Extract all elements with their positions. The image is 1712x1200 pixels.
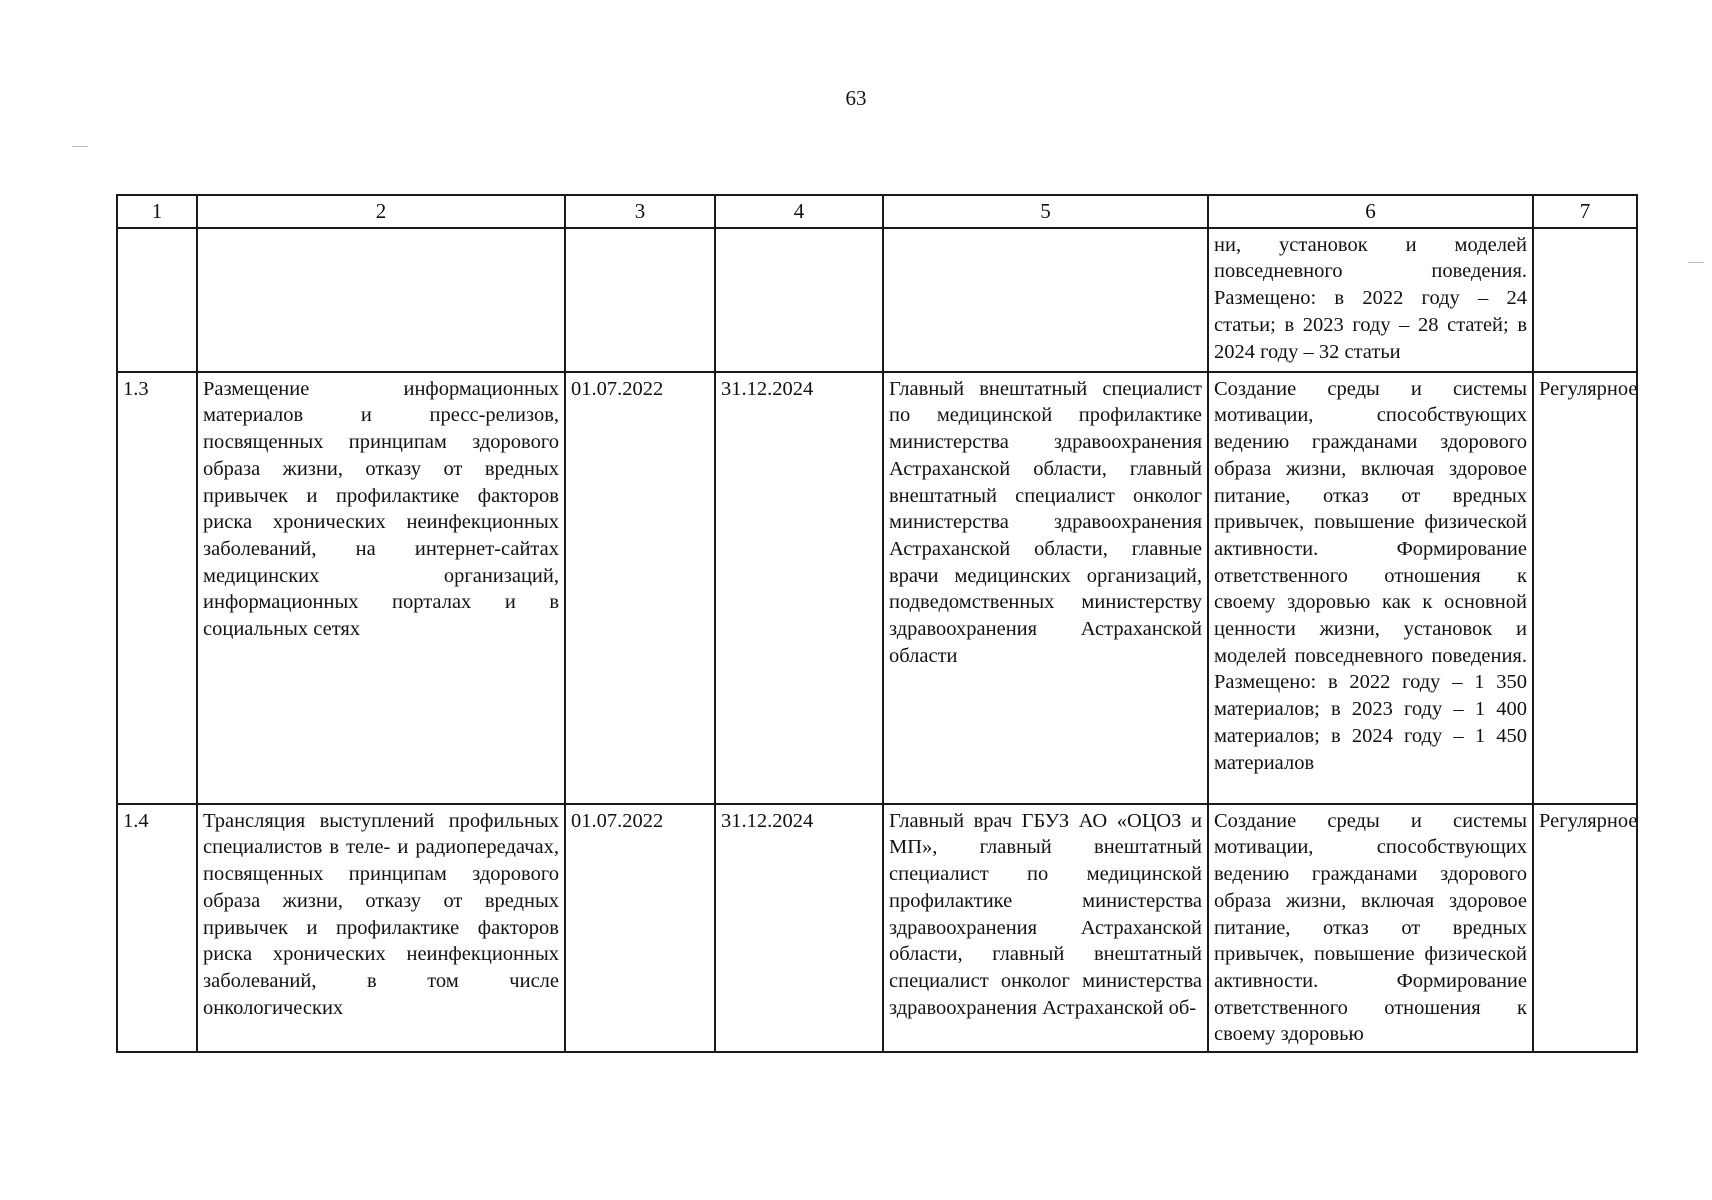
start-date: 01.07.2022 <box>565 372 715 804</box>
table-row <box>117 804 1637 1052</box>
header-col-7: 7 <box>1533 195 1637 228</box>
end-date: 31.12.2024 <box>715 372 883 804</box>
scan-mark-right <box>1688 262 1704 263</box>
cont-cell-3 <box>565 228 715 372</box>
cont-cell-result: ни, установок и моделей повседневного поведения. Размещено: в 2022 году – 24 статьи; в 2023 году – 28 статей; в 2024 году – 32 статьи <box>1208 228 1533 372</box>
row-number: 1.4 <box>117 804 197 1052</box>
cont-cell-5 <box>883 228 1208 372</box>
header-col-3: 3 <box>565 195 715 228</box>
header-col-5: 5 <box>883 195 1208 228</box>
cont-cell-4 <box>715 228 883 372</box>
responsible-executors: Главный врач ГБУЗ АО «ОЦОЗ и МП», главный внештатный специалист по медицинской профилактике министерства здравоохранения Астраханской области, главный внештатный специалист онколог министерства здравоохранения Астраханской об- <box>883 804 1208 1052</box>
measure-description: Размещение информационных материалов и пресс-релизов, посвященных принципам здорового образа жизни, отказу от вредных привычек и профилактике факторов риска хронических неинфекционных заболеваний, на интернет-сайтах медицинских организаций, информационных порталах и в социальных сетях <box>197 372 565 804</box>
measure-description: Трансляция выступлений профильных специалистов в теле- и радиопередачах, посвященных принципам здорового образа жизни, отказу от вредных привычек и профилактике факторов риска хронических неинфекционных заболеваний, в том числе онкологических <box>197 804 565 1052</box>
row-number: 1.3 <box>117 372 197 804</box>
table-row <box>117 372 1637 804</box>
header-col-1: 1 <box>117 195 197 228</box>
scan-mark-left <box>72 146 88 147</box>
continuation-row <box>117 228 1637 372</box>
frequency: Регулярное <box>1533 372 1637 804</box>
page-number: 63 <box>845 86 867 110</box>
header-col-4: 4 <box>715 195 883 228</box>
cont-cell-2 <box>197 228 565 372</box>
header-col-2: 2 <box>197 195 565 228</box>
header-row <box>117 195 1637 228</box>
cont-cell-7 <box>1533 228 1637 372</box>
end-date: 31.12.2024 <box>715 804 883 1052</box>
frequency: Регулярное <box>1533 804 1637 1052</box>
start-date: 01.07.2022 <box>565 804 715 1052</box>
header-col-6: 6 <box>1208 195 1533 228</box>
measures-table <box>116 194 1638 1053</box>
responsible-executors: Главный внештатный специалист по медицинской профилактике министерства здравоохранения Астраханской области, главный внештатный специалист онколог министерства здравоохранения Астраханской области, главные врачи медицинских организаций, подведомственных министерству здравоохранения Астраханской области <box>883 372 1208 804</box>
expected-result: Создание среды и системы мотивации, способствующих ведению гражданами здорового образа жизни, включая здоровое питание, отказ от вредных привычек, повышение физической активности. Формирование ответственного отношения к своему здоровью как к основной ценности жизни, установок и моделей повседневного поведения. Размещено: в 2022 году – 1 350 материалов; в 2023 году – 1 400 материалов; в 2024 году – 1 450 материалов <box>1208 372 1533 804</box>
cont-cell-1 <box>117 228 197 372</box>
expected-result: Создание среды и системы мотивации, способствующих ведению гражданами здорового образа жизни, включая здоровое питание, отказ от вредных привычек, повышение физической активности. Формирование ответственного отношения к своему здоровью <box>1208 804 1533 1052</box>
